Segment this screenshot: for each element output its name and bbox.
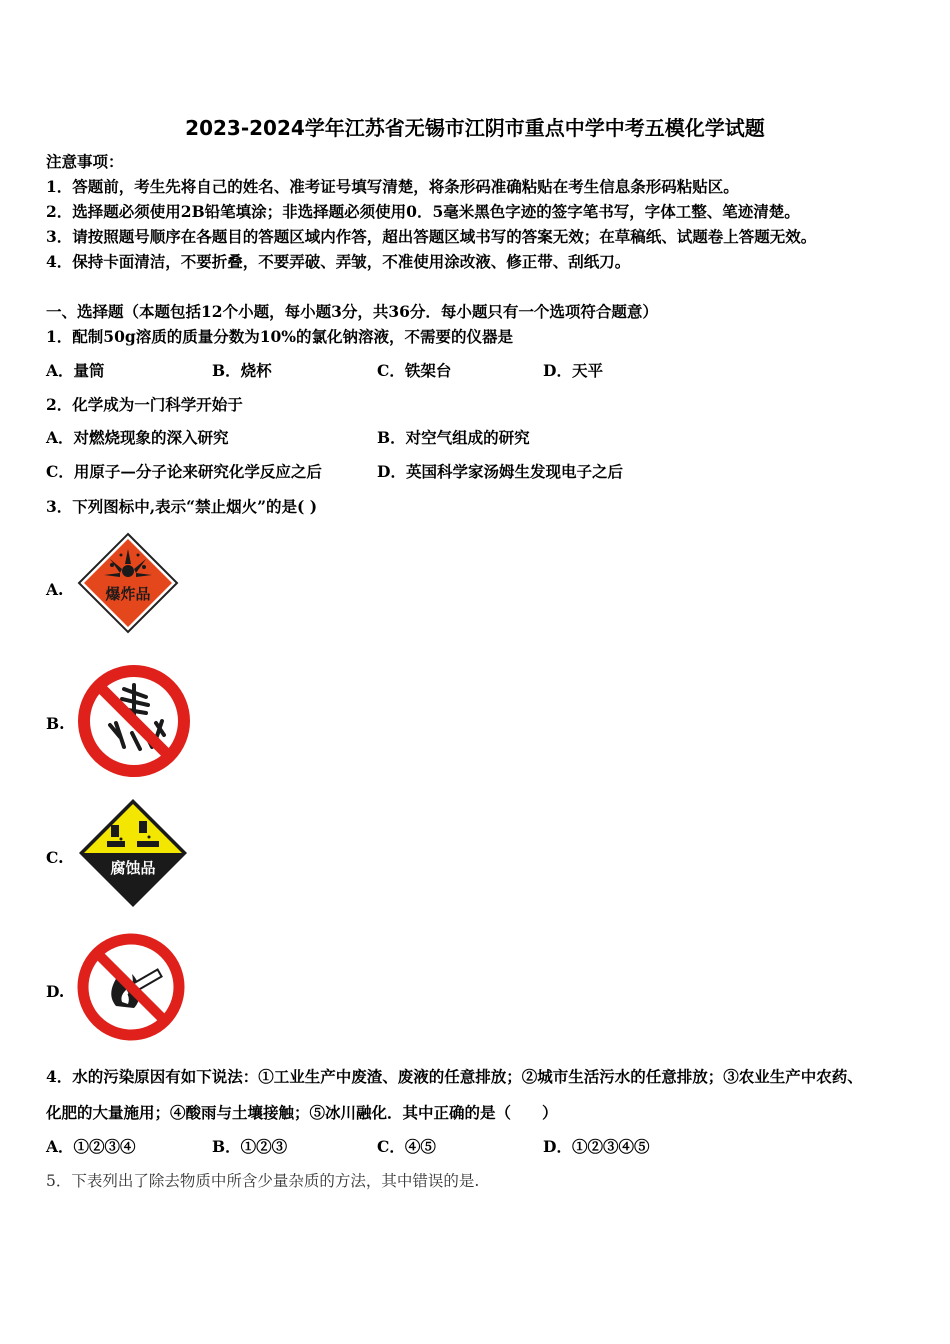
q3-label-d: D. bbox=[46, 982, 65, 1001]
sign-a-text: 爆炸品 bbox=[105, 585, 151, 603]
no-smoking-fire-sign-icon bbox=[76, 932, 186, 1042]
corrosive-sign-icon bbox=[77, 797, 189, 909]
notice-item-2: 2．选择题必须使用2B铅笔填涂；非选择题必须使用0．5毫米黑色字迹的签字笔书写，字体工整、笔迹清楚。 bbox=[46, 202, 800, 221]
q1-option-d: D．天平 bbox=[543, 361, 603, 380]
notice-item-4: 4．保持卡面清洁，不要折叠，不要弄破、弄皱，不准使用涂改液、修正带、刮纸刀。 bbox=[46, 252, 631, 271]
explosive-sign-icon bbox=[76, 531, 180, 635]
q1-stem: 1．配制50g溶质的质量分数为10%的氯化钠溶液，不需要的仪器是 bbox=[46, 327, 513, 346]
q2-option-d: D．英国科学家汤姆生发现电子之后 bbox=[377, 462, 623, 481]
section-1-heading: 一、选择题（本题包括12个小题，每小题3分，共36分．每小题只有一个选项符合题意） bbox=[46, 302, 658, 321]
notice-item-3: 3．请按照题号顺序在各题目的答题区域内作答，超出答题区域书写的答案无效；在草稿纸、试题卷上答题无效。 bbox=[46, 227, 817, 246]
q1-option-a: A．量筒 bbox=[46, 361, 105, 380]
q4-stem-line-2: 化肥的大量施用；④酸雨与土壤接触；⑤冰川融化．其中正确的是（ ） bbox=[46, 1103, 558, 1122]
q2-option-c: C．用原子—分子论来研究化学反应之后 bbox=[46, 462, 322, 481]
no-burning-sign-icon bbox=[76, 663, 192, 779]
q3-stem: 3．下列图标中,表示“禁止烟火”的是( ) bbox=[46, 497, 318, 516]
page-title: 2023-2024学年江苏省无锡市江阴市重点中学中考五模化学试题 bbox=[185, 116, 765, 140]
sign-c-text: 腐蚀品 bbox=[110, 859, 156, 877]
notice-item-1: 1．答题前，考生先将自己的姓名、准考证号填写清楚，将条形码准确粘贴在考生信息条形码粘贴区。 bbox=[46, 177, 739, 196]
q2-option-a: A．对燃烧现象的深入研究 bbox=[46, 428, 229, 447]
q1-option-b: B．烧杯 bbox=[212, 361, 272, 380]
q4-stem-line-1: 4．水的污染原因有如下说法：①工业生产中废渣、废液的任意排放；②城市生活污水的任意排放；③农业生产中农药、 bbox=[46, 1067, 863, 1086]
q3-label-b: B. bbox=[46, 714, 65, 733]
q2-option-b: B．对空气组成的研究 bbox=[377, 428, 530, 447]
q1-option-c: C．铁架台 bbox=[377, 361, 452, 380]
notice-heading: 注意事项： bbox=[46, 152, 124, 171]
q4-option-c: C．④⑤ bbox=[377, 1137, 436, 1156]
q4-option-d: D．①②③④⑤ bbox=[543, 1137, 650, 1156]
q4-option-b: B．①②③ bbox=[212, 1137, 288, 1156]
q3-label-a: A. bbox=[46, 580, 64, 599]
q2-stem: 2．化学成为一门科学开始于 bbox=[46, 395, 243, 414]
q4-option-a: A．①②③④ bbox=[46, 1137, 136, 1156]
q3-label-c: C. bbox=[46, 848, 64, 867]
q5-stem: 5．下表列出了除去物质中所含少量杂质的方法，其中错误的是. bbox=[46, 1172, 480, 1190]
